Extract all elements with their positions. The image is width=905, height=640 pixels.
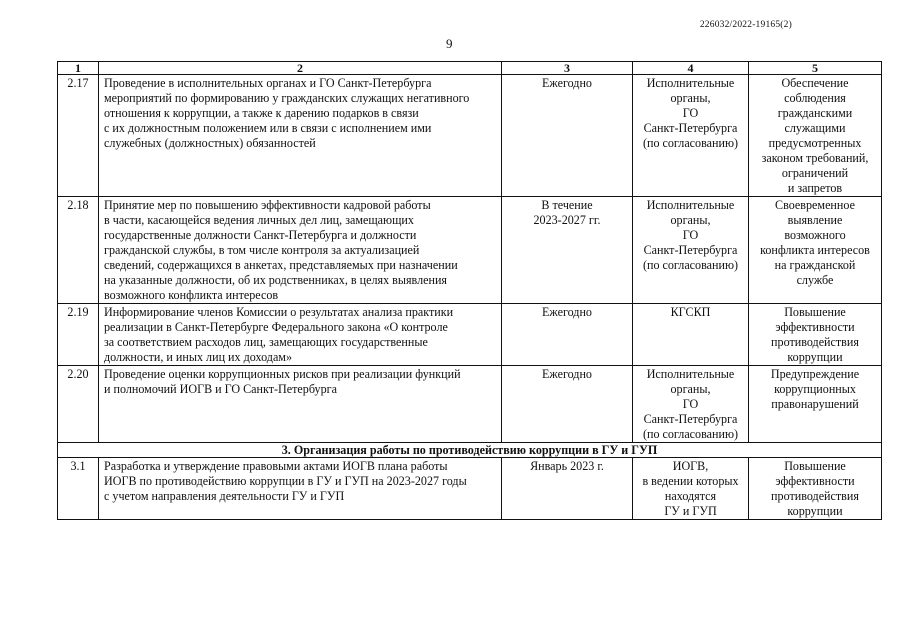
text-line: Разработка и утверждение правовыми актами ИОГВ плана работы	[104, 459, 448, 473]
text-line: мероприятий по формированию у гражданских служащих негативного	[104, 91, 470, 105]
executor-cell	[633, 366, 749, 443]
text-line: службе	[796, 273, 834, 287]
text-line: Январь 2023 г.	[530, 459, 604, 473]
text-line: 2023-2027 гг.	[533, 213, 601, 227]
executor-cell	[633, 197, 749, 304]
text-line: В течение	[541, 198, 593, 212]
text-line: Санкт-Петербурга	[643, 243, 738, 257]
text-line: соблюдения	[784, 91, 846, 105]
text-line: государственные должности Санкт-Петербурга и должности	[104, 228, 417, 242]
text-line: служебных (должностных) обязанностей	[104, 136, 316, 150]
text-line: Информирование членов Комиссии о результатах анализа практики	[104, 305, 454, 319]
executor-cell	[633, 75, 749, 197]
text-line: возможного	[784, 228, 846, 242]
result-cell	[749, 458, 882, 520]
measure-description	[99, 75, 502, 197]
text-line: гражданскими	[777, 106, 853, 120]
column-number-row	[58, 62, 882, 75]
text-line: Принятие мер по повышению эффективности кадровой работы	[104, 198, 431, 212]
text-line: ГО	[682, 106, 699, 120]
text-line: Своевременное	[775, 198, 855, 212]
measures-table	[57, 61, 882, 520]
table-row	[58, 458, 882, 520]
text-line: законом требований,	[761, 151, 869, 165]
column-number-1: 1	[58, 62, 99, 75]
section-title: 3. Организация работы по противодействию коррупции в ГУ и ГУП	[58, 443, 882, 458]
text-line: (по согласованию)	[642, 258, 739, 272]
text-line: ИОГВ по противодействию коррупции в ГУ и ГУП на 2023-2027 годы	[104, 474, 467, 488]
text-line: коррупции	[787, 504, 843, 518]
text-line: служащими	[784, 121, 846, 135]
result-cell	[749, 75, 882, 197]
result-cell	[749, 366, 882, 443]
column-number-2: 2	[99, 62, 502, 75]
text-line: ИОГВ,	[672, 459, 709, 473]
text-line: органы,	[670, 213, 711, 227]
text-line: и запретов	[787, 181, 843, 195]
text-line: эффективности	[775, 320, 855, 334]
text-line: Исполнительные	[646, 76, 735, 90]
text-line: должности, и иных лиц их доходам»	[104, 350, 293, 364]
table-row	[58, 197, 882, 304]
text-line: Ежегодно	[542, 305, 592, 319]
text-line: в ведении которых	[642, 474, 739, 488]
table-row	[58, 366, 882, 443]
result-cell	[749, 304, 882, 366]
row-number: 3.1	[58, 458, 99, 520]
text-line: органы,	[670, 382, 711, 396]
text-line: сведений, содержащихся в анкетах, представляемых при назначении	[104, 258, 458, 272]
text-line: ГО	[682, 397, 699, 411]
text-line: находятся	[664, 489, 717, 503]
text-line: органы,	[670, 91, 711, 105]
text-line: Предупреждение	[770, 367, 860, 381]
text-line: реализации в Санкт-Петербурге Федерального закона «О контроле	[104, 320, 448, 334]
row-number: 2.20	[58, 366, 99, 443]
result-cell	[749, 197, 882, 304]
text-line: Ежегодно	[542, 367, 592, 381]
page-number: 9	[446, 36, 453, 51]
text-line: на гражданской	[774, 258, 856, 272]
executor-cell	[633, 458, 749, 520]
text-line: эффективности	[775, 474, 855, 488]
measure-description	[99, 197, 502, 304]
column-number-5: 5	[749, 62, 882, 75]
measure-description	[99, 304, 502, 366]
text-line: с их должностным положением или в связи с исполнением ими	[104, 121, 432, 135]
text-line: коррупции	[787, 350, 843, 364]
text-line: возможного конфликта интересов	[104, 288, 279, 302]
measure-description	[99, 458, 502, 520]
text-line: Исполнительные	[646, 198, 735, 212]
text-line: правонарушений	[771, 397, 859, 411]
text-line: Проведение в исполнительных органах и ГО Санкт-Петербурга	[104, 76, 432, 90]
text-line: гражданской службы, в том числе контроля за актуализацией	[104, 243, 420, 257]
row-number: 2.19	[58, 304, 99, 366]
measure-description	[99, 366, 502, 443]
text-line: ГО	[682, 228, 699, 242]
text-line: КГСКП	[670, 305, 711, 319]
term-cell	[502, 366, 633, 443]
table-row	[58, 75, 882, 197]
row-number: 2.17	[58, 75, 99, 197]
text-line: Повышение	[784, 305, 846, 319]
term-cell	[502, 304, 633, 366]
text-line: выявление	[787, 213, 843, 227]
text-line: ГУ и ГУП	[664, 504, 717, 518]
text-line: Санкт-Петербурга	[643, 121, 738, 135]
text-line: противодействия	[771, 489, 859, 503]
text-line: за соответствием расходов лиц, замещающих государственные	[104, 335, 428, 349]
text-line: Исполнительные	[646, 367, 735, 381]
text-line: противодействия	[771, 335, 859, 349]
column-number-4: 4	[633, 62, 749, 75]
text-line: и полномочий ИОГВ и ГО Санкт-Петербурга	[104, 382, 337, 396]
text-line: Проведение оценки коррупционных рисков при реализации функций	[104, 367, 461, 381]
executor-cell	[633, 304, 749, 366]
document-registration-number: 226032/2022-19165(2)	[699, 20, 792, 30]
text-line: конфликта интересов	[760, 243, 870, 257]
text-line: на указанные должности, об их родственниках, в целях выявления	[104, 273, 447, 287]
text-line: предусмотренных	[768, 136, 862, 150]
text-line: Повышение	[784, 459, 846, 473]
text-line: Санкт-Петербурга	[643, 412, 738, 426]
table-row	[58, 304, 882, 366]
text-line: Обеспечение	[781, 76, 849, 90]
text-line: (по согласованию)	[642, 136, 739, 150]
text-line: Ежегодно	[542, 76, 592, 90]
text-line: отношения к коррупции, а также к дарению подарков в связи	[104, 106, 419, 120]
column-number-3: 3	[502, 62, 633, 75]
text-line: с учетом направления деятельности ГУ и ГУП	[104, 489, 345, 503]
text-line: (по согласованию)	[642, 427, 739, 441]
text-line: ограничений	[781, 166, 849, 180]
term-cell	[502, 458, 633, 520]
term-cell	[502, 197, 633, 304]
text-line: коррупционных	[774, 382, 856, 396]
section-heading-row	[58, 443, 882, 458]
term-cell	[502, 75, 633, 197]
row-number: 2.18	[58, 197, 99, 304]
text-line: в части, касающейся ведения личных дел лиц, замещающих	[104, 213, 414, 227]
